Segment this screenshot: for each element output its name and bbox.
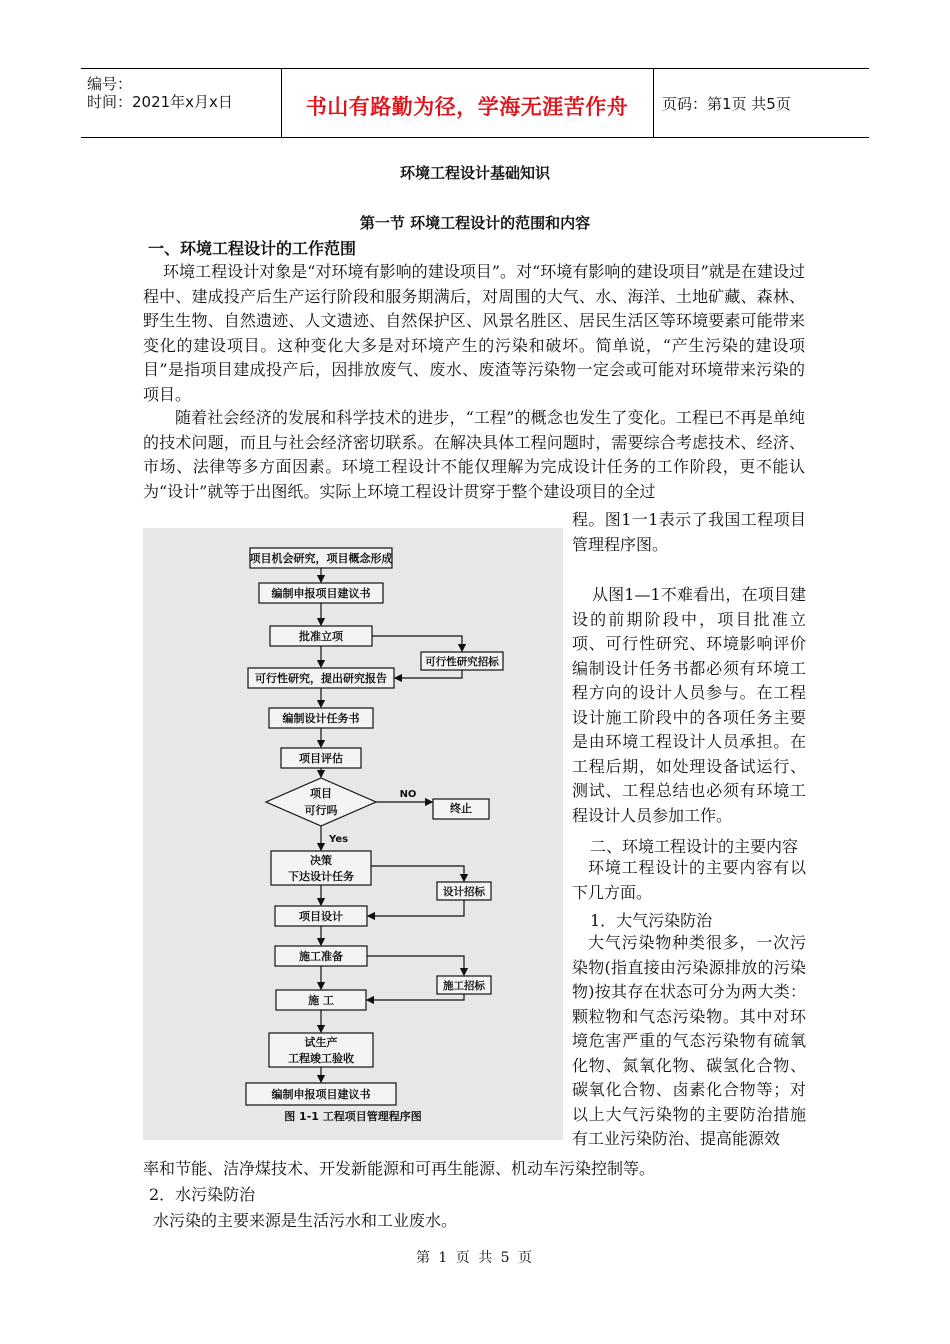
decision-label: 可行吗 [304,804,338,817]
side-arrow [367,994,464,1000]
side-construction-tender-label: 施工招标 [443,980,485,992]
step-opportunity-label: 项目机会研究，项目概念形成 [249,552,393,565]
header-table [81,68,869,138]
page-footer: 第 1 页 共 5 页 [415,1250,535,1266]
side-arrow [395,670,462,678]
no-label: NO [399,789,417,800]
step-design-label: 项目设计 [299,910,343,923]
paragraph-2: 随着社会经济的发展和科学技术的进步，“工程”的概念也发生了变化。工程已不再是单纯的技术问题，而且与社会经济密切联系。在解决具体工程问题时，需要综合考虑技术、经济、市场、法律等多方面因素。环境工程设计不能仅理解为完成设计任务的工作阶段，更不能认为“设计”就等于出图纸。实际上环境工程设计贯穿于整个建设项目的全过 [143,408,805,501]
side-arrow [372,636,462,651]
page-label: 页码：第1页 共5页 [662,95,791,113]
side-arrow [371,866,464,881]
flowchart [143,528,563,1140]
document-title: 环境工程设计基础知识 [399,164,550,182]
subsection-2: 二、环境工程设计的主要内容 [590,837,799,856]
flowchart-figure [143,528,563,1140]
step-acceptance-label: 工程竣工验收 [288,1052,354,1065]
header-motto-cell [281,69,654,137]
paragraph-2-continued: 程。图1一1表示了我国工程项目管理程序图。 [572,510,806,554]
subsection-1: 一、环境工程设计的工作范围 [148,239,357,258]
header-page-cell [654,69,869,137]
step-proposal-label: 编制申报项目建议书 [271,587,371,600]
end-label: 终止 [450,802,472,815]
step-feasibility-label: 可行性研究，提出研究报告 [255,672,387,685]
header-info-cell [81,69,282,137]
step-acceptance-label: 试生产 [304,1036,338,1049]
step-construction-prep-label: 施工准备 [299,950,343,963]
item-1-heading: 1．大气污染防治 [590,911,713,930]
paragraph-5-continued: 率和节能、洁净煤技术、开发新能源和可再生能源、机动车污染控制等。 [143,1159,656,1178]
step-evaluation-label: 项目评估 [299,752,343,765]
paragraph-5: 大气污染物种类很多，一次污染物(指直接由污染源排放的污染物)按其存在状态可分为两大类：颗粒物和气态污染物。其中对环境危害严重的气态污染物有硫氧化物、氮氧化物、碳氢化合物、碳氧化合物、卤素化合物等；对以上大气污染物的主要防治措施有工业污染防治、提高能源效 [572,933,806,1148]
paragraph-1: 环境工程设计对象是“对环境有影响的建设项目”。对“环境有影响的建设项目”就是在建设过程中、建成投产后生产运行阶段和服务期满后，对周围的大气、水、海洋、土地矿藏、森林、野生生物、自然遗迹、人文遗迹、自然保护区、风景名胜区、居民生活区等环境要素可能带来变化的建设项目。这种变化大多是对环境产生的污染和破坏。简单说，“产生污染的建设项目”是指项目建成投产后，因排放废气、废水、废渣等污染物一定会或可能对环境带来污染的项目。 [143,262,805,404]
yes-label: Yes [329,834,349,845]
side-arrow [367,956,464,975]
serial-label: 编号： [87,75,133,93]
decision-diamond [266,778,376,826]
decision-label: 项目 [310,787,332,800]
paragraph-3: 从图1—1不难看出，在项目建设的前期阶段中，项目批准立项、可行性研究、环境影响评价编制设计任务书都必须有环境工程方向的设计人员参与。在工程设计施工阶段中的各项任务主要是由环境工程设计人员承担。在工程后期，如处理设备试运行、测试、工程总结也必须有环境工程设计人员参加工作。 [572,585,806,825]
side-design-tender-label: 设计招标 [443,886,485,898]
step-final-proposal-label: 编制申报项目建议书 [271,1088,371,1101]
step-construction-label: 施 工 [308,994,334,1007]
item-2-heading: 2．水污染防治 [149,1185,256,1204]
step-approval-label: 批准立项 [299,630,343,643]
paragraph-4: 环境工程设计的主要内容有以下几方面。 [572,858,806,902]
step-task-book-label: 编制设计任务书 [282,712,360,725]
step-decision-label: 下达设计任务 [288,870,354,883]
step-decision-label: 决策 [310,854,332,867]
motto: 书山有路勤为径，学海无涯苦作舟 [305,95,629,119]
paragraph-6: 水污染的主要来源是生活污水和工业废水。 [153,1211,458,1230]
section-title: 第一节 环境工程设计的范围和内容 [359,214,591,232]
figure-caption: 图 1-1 工程项目管理程序图 [284,1110,422,1123]
side-arrow [368,900,464,916]
side-feasibility-tender-label: 可行性研究招标 [425,656,499,668]
time-label: 时间：2021年x月x日 [87,93,233,111]
